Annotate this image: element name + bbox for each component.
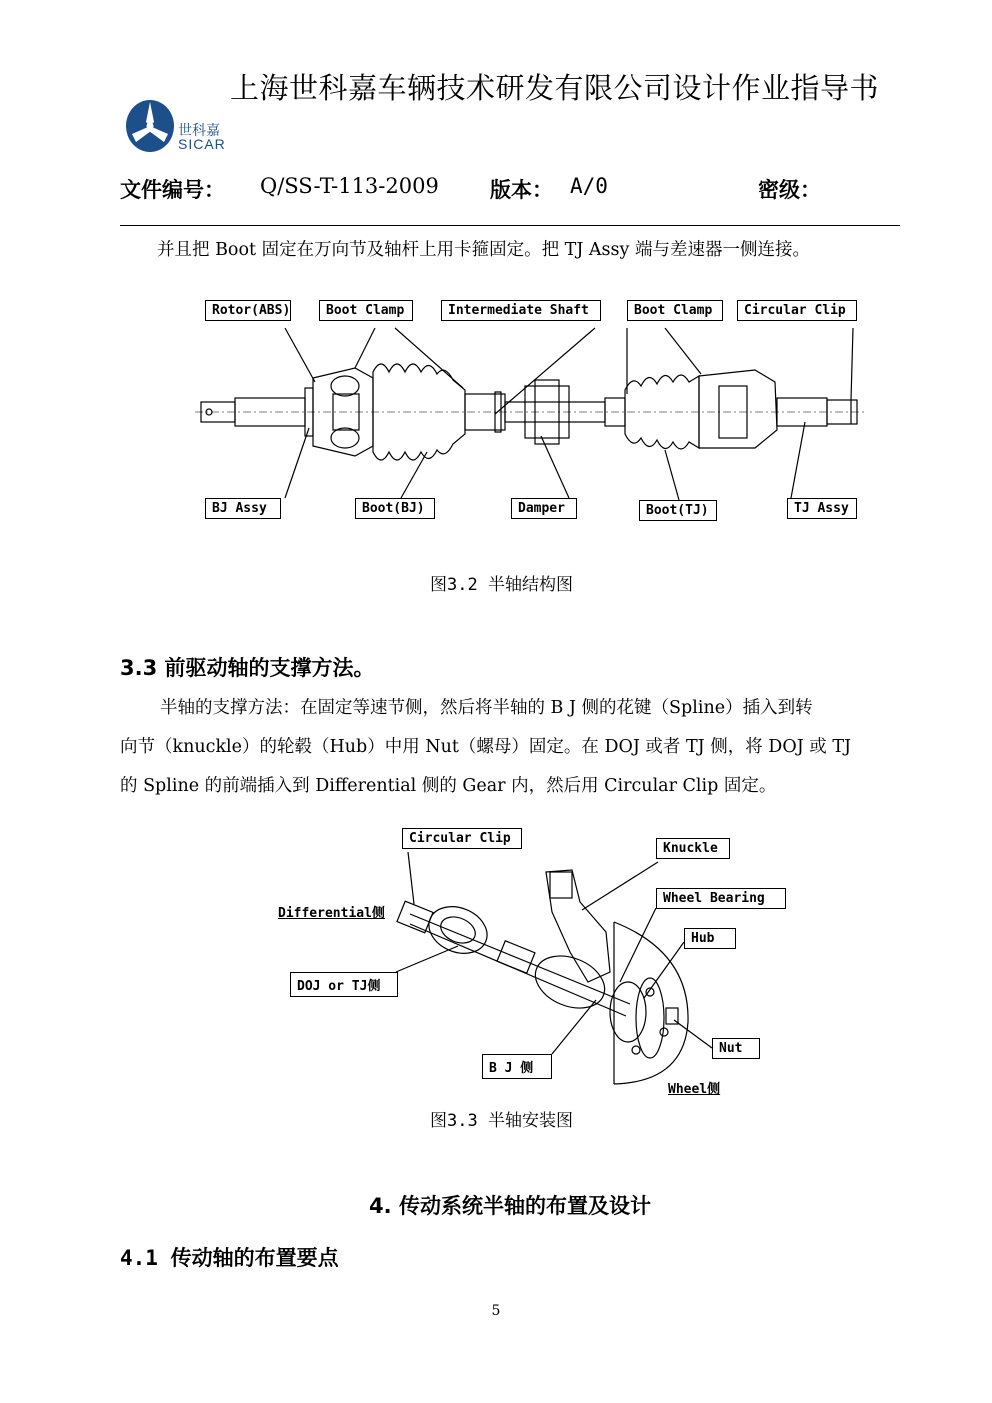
halfshaft-drawing <box>195 290 867 530</box>
doc-number-value: Q/SS-T-113-2009 <box>260 174 439 198</box>
figure-3-2-halfshaft-structure <box>195 290 867 530</box>
label-circular-clip: Circular Clip <box>737 300 857 321</box>
page-number: 5 <box>491 1303 501 1319</box>
label-wheel-bearing: Wheel Bearing <box>656 888 786 909</box>
label-damper: Damper <box>511 498 577 519</box>
label-boot-bj: Boot(BJ) <box>355 498 435 519</box>
section-3-3-line-3: 的 Spline 的前端插入到 Differential 侧的 Gear 内，然后用 Circular Clip 固定。 <box>120 776 777 796</box>
section-4-heading: 4. 传动系统半轴的布置及设计 <box>369 1194 651 1218</box>
label-doj-tj-side: DOJ or TJ侧 <box>290 972 398 997</box>
label-circular-clip: Circular Clip <box>402 828 522 849</box>
section-3-3-line-1: 半轴的支撑方法：在固定等速节侧，然后将半轴的 B J 侧的花键（Spline）插入到转 <box>160 698 813 718</box>
label-knuckle: Knuckle <box>656 838 730 859</box>
label-rotor-abs: Rotor(ABS) <box>205 300 291 321</box>
header-divider <box>120 225 900 226</box>
label-intermediate-shaft: Intermediate Shaft <box>441 300 601 321</box>
logo-english-name: SICAR <box>178 136 226 152</box>
version-label: 版本： <box>490 178 553 202</box>
label-differential-side: Differential侧 <box>278 906 385 921</box>
label-bj-side: B J 侧 <box>482 1054 552 1079</box>
logo-chinese-name: 世科嘉 <box>178 123 220 139</box>
version-value: A/0 <box>570 174 608 198</box>
label-wheel-side: Wheel侧 <box>668 1082 721 1097</box>
label-hub: Hub <box>684 928 736 949</box>
section-4-1-heading: 4.1 传动轴的布置要点 <box>120 1246 339 1270</box>
label-boot-clamp-bj: Boot Clamp <box>319 300 413 321</box>
label-tj-assy: TJ Assy <box>787 498 857 519</box>
figure-3-3-caption: 图3.3 半轴安装图 <box>430 1111 573 1131</box>
doc-number-label: 文件编号： <box>120 178 225 202</box>
figure-3-2-caption: 图3.2 半轴结构图 <box>430 575 573 595</box>
document-title: 上海世科嘉车辆技术研发有限公司设计作业指导书 <box>230 71 880 105</box>
intro-paragraph: 并且把 Boot 固定在万向节及轴杆上用卡箍固定。把 TJ Assy 端与差速器一侧连接。 <box>157 240 810 260</box>
figure-3-3-halfshaft-installation <box>270 822 800 1102</box>
label-bj-assy: BJ Assy <box>205 498 281 519</box>
label-boot-tj: Boot(TJ) <box>639 500 717 521</box>
label-nut: Nut <box>712 1038 760 1059</box>
security-level-label: 密级： <box>758 178 821 202</box>
label-boot-clamp-tj: Boot Clamp <box>627 300 723 321</box>
section-3-3-heading: 3.3 前驱动轴的支撑方法。 <box>120 656 375 680</box>
section-3-3-line-2: 向节（knuckle）的轮毂（Hub）中用 Nut（螺母）固定。在 DOJ 或者 TJ 侧，将 DOJ 或 TJ <box>120 737 852 757</box>
